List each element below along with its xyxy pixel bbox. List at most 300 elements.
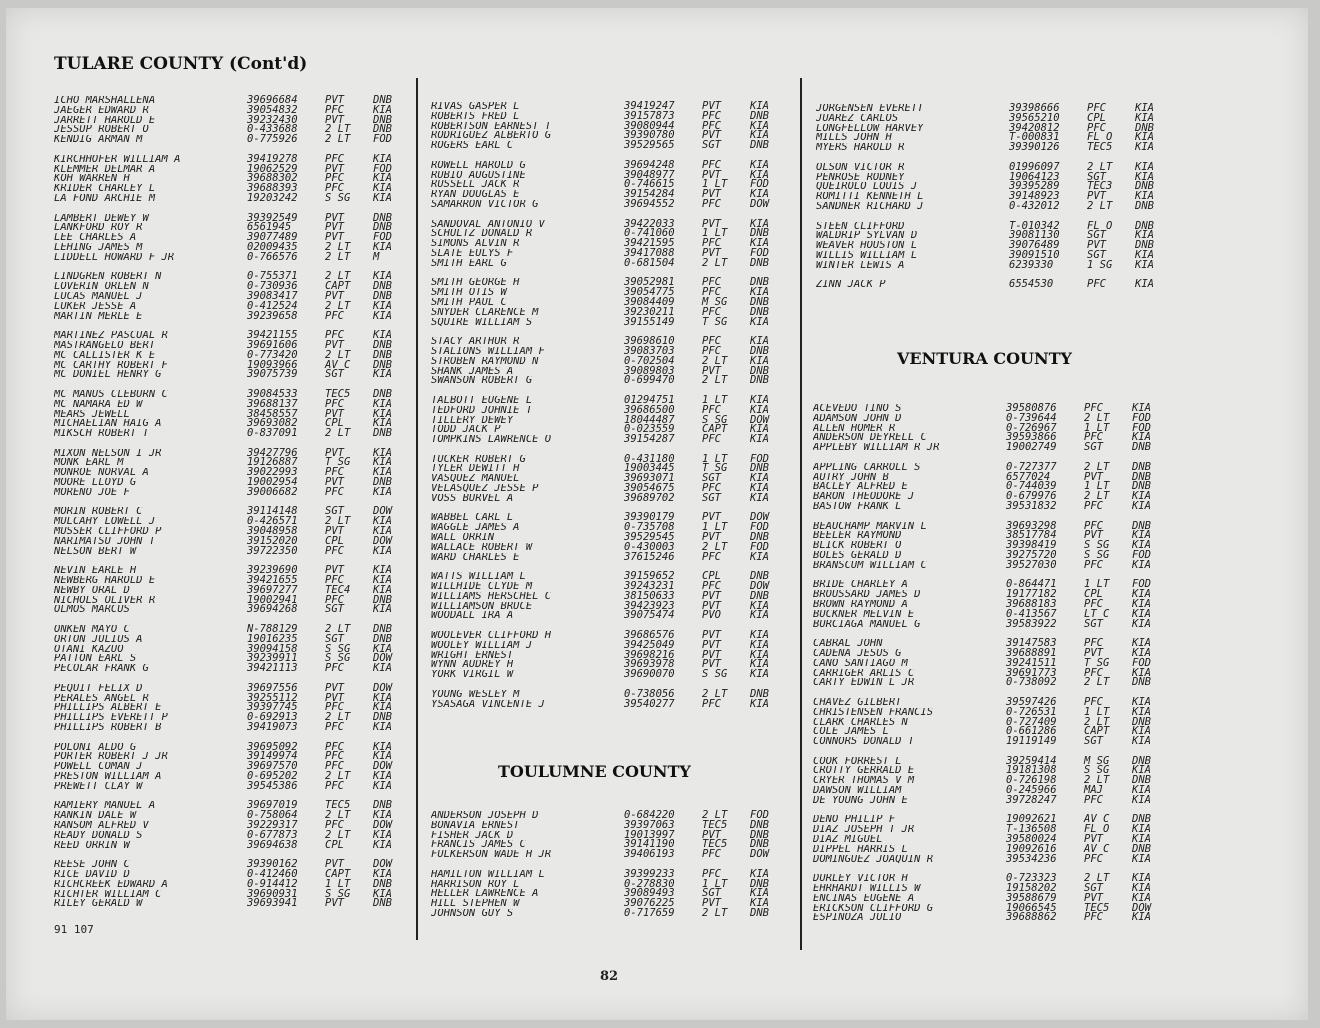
rank: PVT <box>325 94 344 106</box>
entry-group <box>54 331 416 380</box>
soldier-name: MC CALLISTER K E <box>54 350 156 361</box>
rank: FL O <box>1084 823 1110 836</box>
rank: 2 LT <box>702 256 728 269</box>
status: KIA <box>1132 695 1151 708</box>
rank: TEC5 <box>1087 141 1113 154</box>
ventura-county-heading: VENTURA COUNTY <box>897 349 1072 368</box>
status: KIA <box>1132 607 1151 620</box>
soldier-name: APPLEBY WILLIAM R JR <box>813 443 940 453</box>
rank: PFC <box>1084 519 1103 532</box>
roster-entry <box>813 460 1175 473</box>
status: KIA <box>750 887 769 900</box>
roster-entry <box>813 639 1175 649</box>
serial-number: 39686500 <box>624 403 675 416</box>
roster-entry <box>813 842 1175 855</box>
soldier-name: BEAUCHAMP MARVIN L <box>813 521 927 532</box>
soldier-name: SANDOVAL ANTONIO V <box>431 219 545 230</box>
soldier-name: AUTRY JOHN B <box>813 472 889 483</box>
serial-number: 39397063 <box>624 818 675 831</box>
roster-entry <box>54 125 416 135</box>
status: KIA <box>750 629 769 642</box>
serial-number: 0-746615 <box>624 178 675 191</box>
rank: PFC <box>1084 637 1103 650</box>
status: DNB <box>750 838 769 851</box>
soldier-name: NICHOLS OLIVER R <box>54 595 156 606</box>
serial-number: 39419247 <box>624 100 675 112</box>
status: FOD <box>373 162 392 175</box>
rank: SGT <box>1087 170 1106 183</box>
soldier-name: MARTINEZ PASCUAL R <box>54 331 168 341</box>
rank: PVT <box>325 338 344 351</box>
serial-number: 39588679 <box>1006 891 1057 904</box>
soldier-name: KENDIG ARMAN M <box>54 135 143 145</box>
rank: PFC <box>1084 431 1103 444</box>
rank: PFC <box>325 103 344 116</box>
serial-number: 19126887 <box>247 456 298 469</box>
roster-entry <box>813 499 1175 512</box>
status: KIA <box>1135 170 1154 183</box>
serial-number: 39421655 <box>247 574 298 587</box>
soldier-name: POWELL COMAN J <box>54 762 143 772</box>
roster-entry <box>54 752 416 762</box>
serial-number: 39159652 <box>624 570 675 583</box>
soldier-name: QUEIROLO LOUIS J <box>816 182 918 193</box>
status: DOW <box>373 534 392 547</box>
serial-number: 39239658 <box>247 309 298 322</box>
roster-entry <box>431 425 793 435</box>
soldier-name: WALLACE ROBERT W <box>431 542 533 553</box>
status: KIA <box>373 809 392 822</box>
status: KIA <box>750 599 769 612</box>
rank: CAPT <box>1084 725 1110 738</box>
roster-entry <box>431 818 793 831</box>
rank: 2 LT <box>325 623 351 636</box>
serial-number: T-136508 <box>1006 823 1057 836</box>
serial-number: 39152020 <box>247 534 298 547</box>
rank: PFC <box>702 482 721 495</box>
entry-group <box>431 158 793 210</box>
roster-entry <box>431 877 793 890</box>
status: DNB <box>750 295 769 308</box>
roster-entry <box>54 419 416 429</box>
serial-number: 39397745 <box>247 701 298 714</box>
serial-number: 39241511 <box>1006 656 1057 669</box>
serial-number: T-010342 <box>1009 219 1060 232</box>
entry-group <box>813 460 1175 512</box>
status: KIA <box>1132 499 1151 512</box>
soldier-name: PERALES ANGEL R <box>54 693 149 704</box>
rank: PFC <box>702 697 721 710</box>
status: FOD <box>373 133 392 146</box>
rank: 2 LT <box>325 133 351 146</box>
rank: 1 LT <box>702 877 728 890</box>
soldier-name: RICHCREEK EDWARD A <box>54 879 168 890</box>
soldier-name: RANSOM ALFRED V <box>54 820 149 831</box>
rank: PFC <box>702 335 721 348</box>
rank: PVT <box>325 681 344 694</box>
roster-entry <box>813 607 1175 620</box>
soldier-name: PEQUIT FELIX D <box>54 683 143 694</box>
serial-number: 39392549 <box>247 211 298 224</box>
soldier-name: ANDERSON JOSEPH D <box>431 811 539 821</box>
serial-number: 39052981 <box>624 276 675 289</box>
roster-entry <box>431 599 793 612</box>
rank: PFC <box>325 485 344 498</box>
entry-group <box>54 96 416 145</box>
serial-number: 39154284 <box>624 188 675 201</box>
roster-entry <box>813 492 1175 502</box>
soldier-name: REESE JOHN C <box>54 860 130 870</box>
serial-number: 19066545 <box>1006 901 1057 914</box>
status: KIA <box>1135 248 1154 261</box>
roster-entry <box>54 282 416 292</box>
status: KIA <box>373 642 392 655</box>
soldier-name: CONNORS DONALD T <box>813 737 915 747</box>
serial-number: 19013997 <box>624 828 675 841</box>
soldier-name: LINDGREN ROBERT N <box>54 272 162 283</box>
soldier-name: BOLES GERALD D <box>813 550 902 561</box>
roster-entry <box>813 913 1175 923</box>
roster-entry <box>816 258 1178 271</box>
serial-number: 39075474 <box>624 609 675 622</box>
rank: PFC <box>325 662 344 675</box>
roster-entry <box>431 180 793 190</box>
status: KIA <box>750 482 769 495</box>
soldier-name: WRIGHT ERNEST <box>431 650 514 661</box>
soldier-name: CANO SANTIAGO M <box>813 658 908 669</box>
serial-number: 0-726967 <box>1006 421 1057 434</box>
rank: M SG <box>1084 754 1110 767</box>
status: DNB <box>1132 441 1151 454</box>
rank: PFC <box>1084 499 1103 512</box>
roster-entry <box>54 135 416 145</box>
rank: PFC <box>325 760 344 773</box>
status: DNB <box>373 632 392 645</box>
soldier-name: WABBEL CARL L <box>431 513 514 524</box>
entry-group <box>813 874 1175 923</box>
roster-entry <box>54 703 416 713</box>
roster-entry <box>431 344 793 357</box>
status: DNB <box>1132 480 1151 493</box>
soldier-name: YORK VIRGIL W <box>431 670 514 681</box>
entry-group <box>431 278 793 327</box>
serial-number: 0-726531 <box>1006 705 1057 718</box>
status: DNB <box>750 877 769 890</box>
status: KIA <box>1132 852 1151 865</box>
soldier-name: CABRAL JOHN <box>813 639 883 649</box>
serial-number: 39081130 <box>1009 229 1060 242</box>
status: KIA <box>373 603 392 616</box>
rank: T SG <box>325 456 351 469</box>
serial-number: 0-023559 <box>624 423 675 436</box>
soldier-name: LIDDELL HOWARD F JR <box>54 252 175 263</box>
roster-entry <box>54 632 416 645</box>
roster-column-5 <box>813 404 1175 933</box>
roster-entry <box>813 470 1175 483</box>
status: DOW <box>373 858 392 871</box>
serial-number: 39054675 <box>624 482 675 495</box>
roster-entry <box>431 899 793 909</box>
status: DNB <box>750 818 769 831</box>
entry-group <box>431 687 793 710</box>
status: DNB <box>750 109 769 122</box>
serial-number: 39694638 <box>247 838 298 851</box>
roster-entry <box>431 315 793 328</box>
status: FOD <box>750 178 769 191</box>
serial-number: 39048958 <box>247 525 298 538</box>
rank: PFC <box>702 237 721 250</box>
roster-entry <box>431 337 793 347</box>
serial-number: 39695092 <box>247 740 298 753</box>
soldier-name: MC NAMARA ED W <box>54 399 143 410</box>
soldier-name: SAMARRON VICTOR G <box>431 199 539 210</box>
roster-entry <box>54 348 416 361</box>
serial-number: 02009435 <box>247 240 298 253</box>
roster-entry <box>54 517 416 527</box>
serial-number: 0-412524 <box>247 299 298 312</box>
serial-number: 39243231 <box>624 580 675 593</box>
soldier-name: POLONI ALDO G <box>54 742 137 753</box>
soldier-name: LEE CHARLES A <box>54 233 137 243</box>
soldier-name: BLICK ROBERT O <box>813 541 902 551</box>
roster-entry <box>816 170 1178 183</box>
serial-number: 39597426 <box>1006 695 1057 708</box>
roster-entry <box>54 534 416 547</box>
status: KIA <box>750 472 769 485</box>
status: DNB <box>373 211 392 224</box>
status: DNB <box>373 427 392 440</box>
rank: PFC <box>702 433 721 446</box>
serial-number: 39580024 <box>1006 833 1057 846</box>
rank: PVT <box>702 531 721 544</box>
soldier-name: SMITH OTIS W <box>431 288 507 298</box>
roster-entry <box>54 507 416 517</box>
rank: 1 SG <box>1087 258 1113 271</box>
soldier-name: BONAVIA ERNEST <box>431 820 520 831</box>
serial-number: 0-837091 <box>247 427 298 440</box>
status: KIA <box>750 867 769 880</box>
rank: PFC <box>325 182 344 195</box>
roster-entry <box>813 754 1175 767</box>
status: KIA <box>373 240 392 253</box>
soldier-name: FULKERSON WADE H JR <box>431 850 552 860</box>
status: DNB <box>750 906 769 919</box>
soldier-name: BACLEY ALFRED E <box>813 482 908 493</box>
soldier-name: PECOLAR FRANK G <box>54 664 149 675</box>
serial-number: 39390780 <box>624 129 675 142</box>
status: DNB <box>750 570 769 583</box>
roster-entry <box>54 801 416 811</box>
soldier-name: DIAZ MIGUEL <box>813 835 883 845</box>
roster-entry <box>431 158 793 171</box>
rank: S SG <box>1084 548 1110 561</box>
status: DOW <box>373 760 392 773</box>
soldier-name: VELASQUEZ JESSE P <box>431 484 539 494</box>
status: KIA <box>373 867 392 880</box>
soldier-name: JOHNSON GUY S <box>431 908 514 919</box>
rank: PFC <box>702 867 721 880</box>
status: FOD <box>1132 421 1151 434</box>
status: KIA <box>373 662 392 675</box>
roster-entry <box>431 305 793 318</box>
rank: M SG <box>702 295 728 308</box>
roster-entry <box>54 838 416 851</box>
soldier-name: DIAZ JOSEPH T JR <box>813 825 915 836</box>
rank: SGT <box>325 505 344 518</box>
serial-number: 18044487 <box>624 413 675 426</box>
rank: S SG <box>325 652 351 665</box>
serial-number: 39089803 <box>624 364 675 377</box>
rank: 2 LT <box>702 374 728 387</box>
roster-entry <box>54 691 416 704</box>
roster-entry <box>54 899 416 909</box>
status: KIA <box>1132 882 1151 895</box>
roster-entry <box>431 239 793 249</box>
roster-entry <box>54 860 416 870</box>
roster-entry <box>431 217 793 230</box>
roster-entry <box>54 162 416 175</box>
roster-entry <box>431 464 793 474</box>
roster-entry <box>54 272 416 282</box>
serial-number: 39089493 <box>624 887 675 900</box>
serial-number: 39399233 <box>624 867 675 880</box>
status: KIA <box>373 838 392 851</box>
status: DNB <box>373 799 392 812</box>
rank: PFC <box>1084 793 1103 806</box>
status: KIA <box>1135 102 1154 114</box>
serial-number: 6561945 <box>247 221 292 234</box>
roster-entry <box>54 740 416 753</box>
entry-group <box>813 580 1175 629</box>
rank: PVT <box>702 589 721 602</box>
serial-number: 39239690 <box>247 564 298 577</box>
serial-number: 39406193 <box>624 848 675 861</box>
rank: SGT <box>325 632 344 645</box>
document-page <box>6 8 1308 1020</box>
soldier-name: LAMBERT DEWEY W <box>54 213 149 224</box>
rank: PFC <box>1087 102 1106 114</box>
rank: PVT <box>702 638 721 651</box>
roster-entry <box>813 835 1175 845</box>
status: DNB <box>373 593 392 606</box>
soldier-name: KOH WARREN H <box>54 174 130 185</box>
roster-entry <box>54 358 416 371</box>
rank: 2 LT <box>325 828 351 841</box>
roster-entry <box>54 887 416 900</box>
soldier-name: STACY ARTHUR R <box>431 337 520 347</box>
serial-number: 39232430 <box>247 113 298 126</box>
soldier-name: STEEN CLIFFORD <box>816 221 905 232</box>
roster-entry <box>813 482 1175 492</box>
serial-number: 0-278830 <box>624 877 675 890</box>
serial-number: 39084533 <box>247 387 298 400</box>
rank: AV C <box>325 358 351 371</box>
roster-entry <box>813 541 1175 551</box>
status: KIA <box>1132 911 1151 924</box>
soldier-name: MICHAELIAN HAIG A <box>54 419 162 430</box>
serial-number: 39083417 <box>247 289 298 302</box>
status: KIA <box>750 335 769 348</box>
soldier-name: BRANSCUM WILLIAM C <box>813 560 927 571</box>
roster-entry <box>54 233 416 243</box>
serial-number: 39395289 <box>1009 180 1060 193</box>
soldier-name: BROWN RAYMOND A <box>813 599 908 610</box>
status: KIA <box>750 648 769 661</box>
rank: 2 LT <box>1084 460 1110 473</box>
soldier-name: DURLEY VICTOR H <box>813 874 908 885</box>
status: KIA <box>1132 666 1151 679</box>
roster-entry <box>431 540 793 553</box>
entry-group <box>54 740 416 792</box>
roster-column-3 <box>431 811 793 929</box>
serial-number: 39697556 <box>247 681 298 694</box>
rank: T SG <box>702 315 728 328</box>
status: M <box>373 250 380 263</box>
rank: S SG <box>1084 539 1110 552</box>
status: KIA <box>373 779 392 792</box>
serial-number: 39275720 <box>1006 548 1057 561</box>
roster-entry <box>431 697 793 710</box>
rank: 1 LT <box>1084 705 1110 718</box>
soldier-name: NELSON BERT W <box>54 546 137 557</box>
serial-number: 39693071 <box>624 472 675 485</box>
status: KIA <box>373 309 392 322</box>
roster-entry <box>54 544 416 557</box>
roster-entry <box>431 611 793 621</box>
status: KIA <box>373 329 392 342</box>
roster-entry <box>431 670 793 680</box>
rank: PFC <box>1084 852 1103 865</box>
serial-number: 0-661286 <box>1006 725 1057 738</box>
soldier-name: MASTRANGELO BERT <box>54 340 156 351</box>
serial-number: 19119149 <box>1006 735 1057 748</box>
entry-group <box>431 102 793 151</box>
entry-group <box>431 867 793 919</box>
soldier-name: JESSUP ROBERT O <box>54 125 149 136</box>
serial-number: 39529565 <box>624 139 675 152</box>
soldier-name: RAMIERY MANUEL A <box>54 801 156 812</box>
soldier-name: SMITH EARL G <box>431 258 507 269</box>
roster-entry <box>431 850 793 860</box>
roster-entry <box>54 223 416 233</box>
serial-number: 39421113 <box>247 662 298 675</box>
status: KIA <box>373 701 392 714</box>
rank: 2 LT <box>325 515 351 528</box>
rank: 2 LT <box>702 540 728 553</box>
roster-entry <box>54 446 416 459</box>
entry-group <box>54 211 416 263</box>
serial-number: 39694268 <box>247 603 298 616</box>
roster-entry <box>431 413 793 426</box>
rank: 2 LT <box>1084 490 1110 503</box>
soldier-name: WILLHIDE CLYDE M <box>431 582 533 592</box>
soldier-name: WOODALL IRA A <box>431 611 514 622</box>
serial-number: 39417088 <box>624 246 675 259</box>
roster-entry <box>54 605 416 615</box>
rank: PFC <box>325 779 344 792</box>
soldier-name: LOVERIN ORLEN N <box>54 282 149 292</box>
status: DNB <box>373 289 392 302</box>
serial-number: 0-432012 <box>1009 199 1060 212</box>
serial-number: 39398419 <box>1006 539 1057 552</box>
rank: AV C <box>1084 842 1110 855</box>
serial-number: 39419073 <box>247 721 298 733</box>
serial-number: 19092621 <box>1006 813 1057 826</box>
soldier-name: WARD CHARLES E <box>431 552 520 563</box>
soldier-name: MEARS JEWELL <box>54 409 130 420</box>
status: KIA <box>750 286 769 299</box>
rank: PFC <box>702 286 721 299</box>
